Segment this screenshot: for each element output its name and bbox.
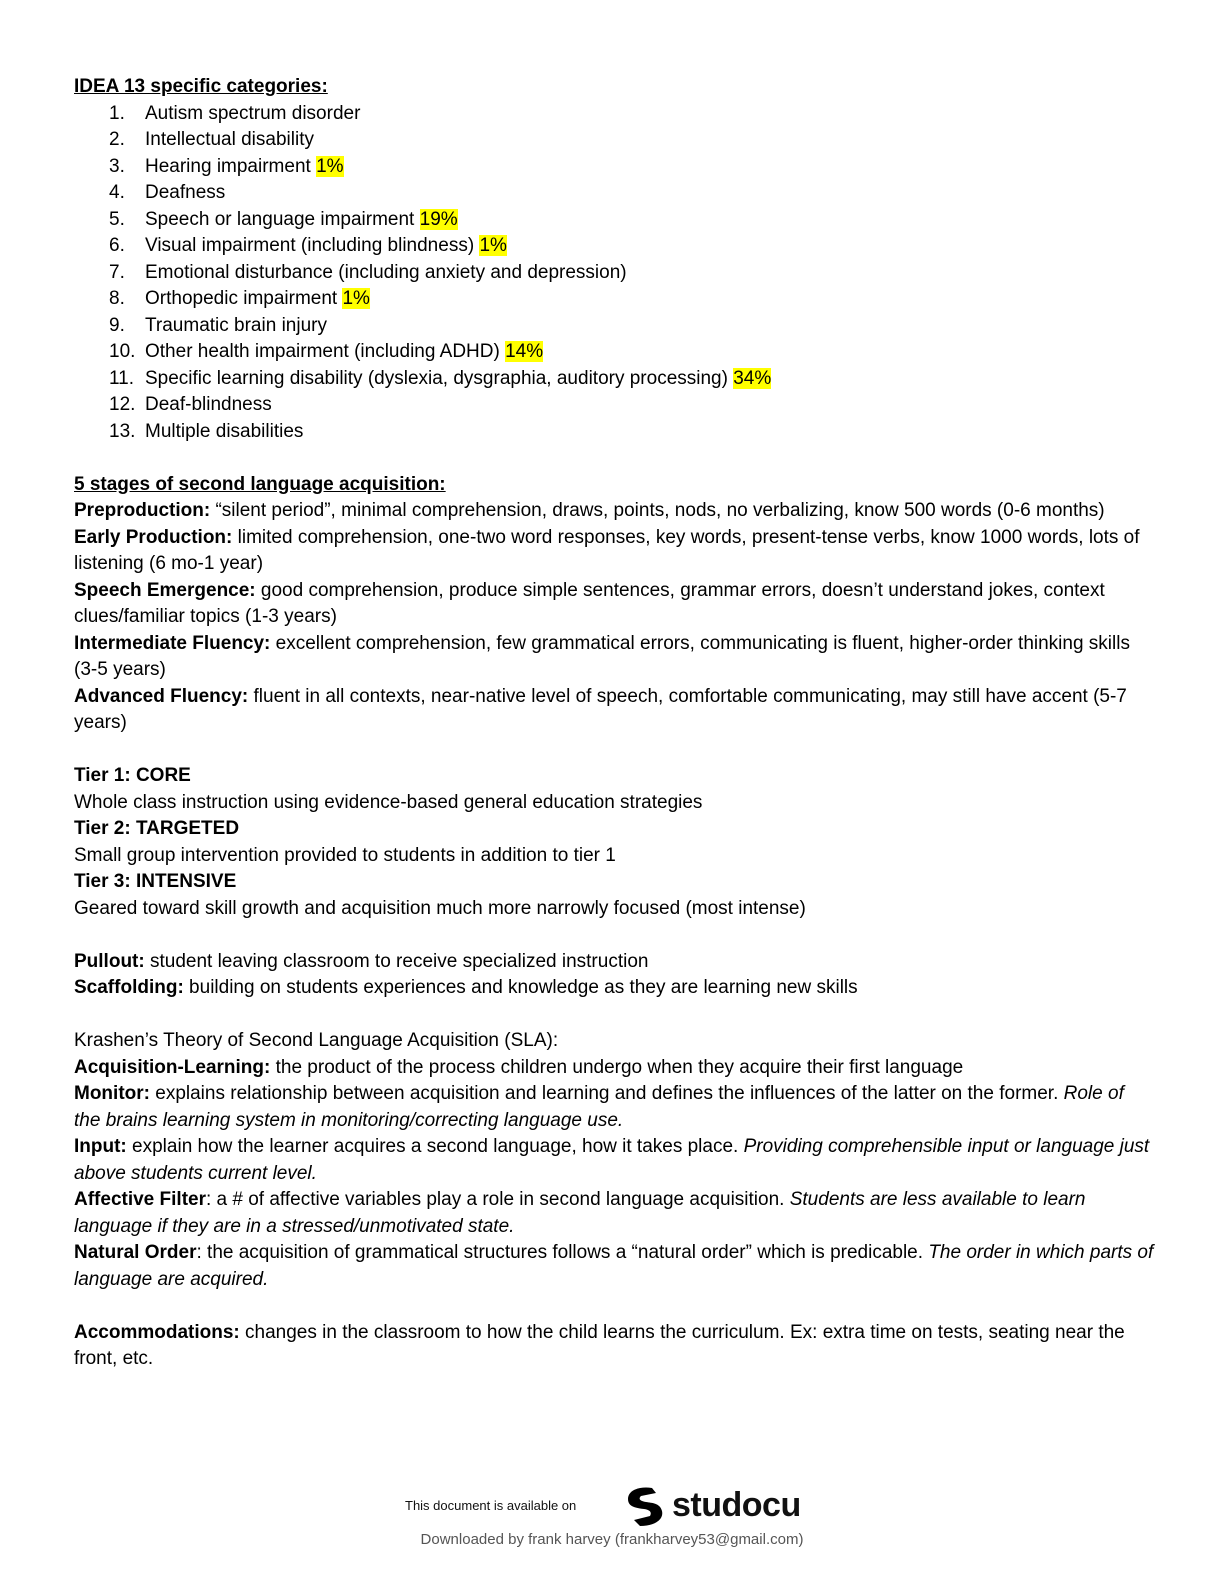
list-item: 1. Autism spectrum disorder (109, 102, 361, 124)
tier-title: Tier 1: CORE (74, 765, 191, 786)
list-item: 2. Intellectual disability (109, 129, 314, 150)
krashen-entry: Affective Filter: a # of affective variables play a role in second language acquisition. Students are less available to learn language if they are in a stressed/unmotivated state. (74, 1189, 1086, 1237)
stage-entry: Early Production: limited comprehension, one-two word responses, key words, present-tense verbs, know 1000 words, lots of listening (6 mo-1 year) (74, 526, 1140, 574)
list-item: 12. Deaf-blindness (109, 394, 272, 415)
idea-heading: IDEA 13 specific categories: (74, 76, 328, 97)
percent-highlight: 34% (733, 367, 772, 389)
accommodations-entry: Accommodations: changes in the classroom to how the child learns the curriculum. Ex: extra time on tests, seating near the front, etc. (74, 1321, 1125, 1369)
percent-highlight: 14% (505, 341, 544, 362)
stages-heading: 5 stages of second language acquisition: (74, 473, 446, 495)
studocu-banner[interactable] (0, 1480, 1224, 1532)
krashen-entry: Monitor: explains relationship between acquisition and learning and defines the influences of the latter on the former. Role of the brains learning system in monitoring/correcting language use. (74, 1083, 1124, 1131)
term-definition: Scaffolding: building on students experiences and knowledge as they are learning new skills (74, 977, 858, 998)
stage-entry: Speech Emergence: good comprehension, produce simple sentences, grammar errors, doesn’t understand jokes, context clues/familiar topics (1-3 years) (74, 579, 1105, 627)
term-definition: Pullout: student leaving classroom to receive specialized instruction (74, 950, 649, 972)
krashen-entry: Input: explain how the learner acquires a second language, how it takes place. Providing comprehensible input or language just above students current level. (74, 1136, 1150, 1184)
list-item: 11. Specific learning disability (dyslexia, dysgraphia, auditory processing) 34% (109, 367, 772, 389)
list-item: 9. Traumatic brain injury (109, 314, 327, 336)
availability-text: This document is available on (405, 1498, 577, 1513)
studocu-brand[interactable] (622, 1482, 801, 1528)
list-item: 3. Hearing impairment 1% (109, 155, 344, 177)
document-body (74, 74, 1154, 1373)
percent-highlight: 19% (419, 208, 458, 230)
percent-highlight: 1% (316, 155, 344, 177)
idea-category-list (74, 101, 1154, 446)
list-item: 7. Emotional disturbance (including anxiety and depression) (109, 261, 627, 283)
list-item: 10. Other health impairment (including ADHD) 14% (109, 341, 544, 362)
list-item: 5. Speech or language impairment 19% (109, 208, 458, 230)
krashen-entry: Natural Order: the acquisition of grammatical structures follows a “natural order” which is predicable. The order in which parts of language are acquired. (74, 1242, 1154, 1290)
list-item: 6. Visual impairment (including blindness) 1% (109, 235, 507, 256)
tier-title: Tier 3: INTENSIVE (74, 871, 237, 892)
download-notice: Downloaded by frank harvey (frankharvey53@gmail.com) (420, 1531, 804, 1548)
list-item: 13. Multiple disabilities (109, 420, 304, 442)
list-item: 4. Deafness (109, 182, 226, 203)
brand-name: studocu (672, 1485, 801, 1524)
krashen-heading: Krashen’s Theory of Second Language Acquisition (SLA): (74, 1030, 559, 1051)
percent-highlight: 1% (479, 235, 507, 256)
tier-description: Geared toward skill growth and acquisition much more narrowly focused (most intense) (74, 897, 806, 919)
stage-entry: Preproduction: “silent period”, minimal comprehension, draws, points, nods, no verbalizing, know 500 words (0-6 months) (74, 500, 1105, 521)
krashen-entry: Acquisition-Learning: the product of the process children undergo when they acquire their first language (74, 1056, 964, 1078)
tier-title: Tier 2: TARGETED (74, 818, 240, 839)
percent-highlight: 1% (342, 288, 370, 309)
list-item: 8. Orthopedic impairment 1% (109, 288, 370, 309)
stage-entry: Intermediate Fluency: excellent comprehension, few grammatical errors, communicating is fluent, higher-order thinking skills (3-5 years) (74, 632, 1130, 680)
studocu-logo-icon (622, 1482, 668, 1528)
stage-entry: Advanced Fluency: fluent in all contexts, near-native level of speech, comfortable communicating, may still have accent (5-7 years) (74, 685, 1127, 733)
tier-description: Whole class instruction using evidence-based general education strategies (74, 791, 703, 813)
tier-description: Small group intervention provided to students in addition to tier 1 (74, 844, 616, 866)
